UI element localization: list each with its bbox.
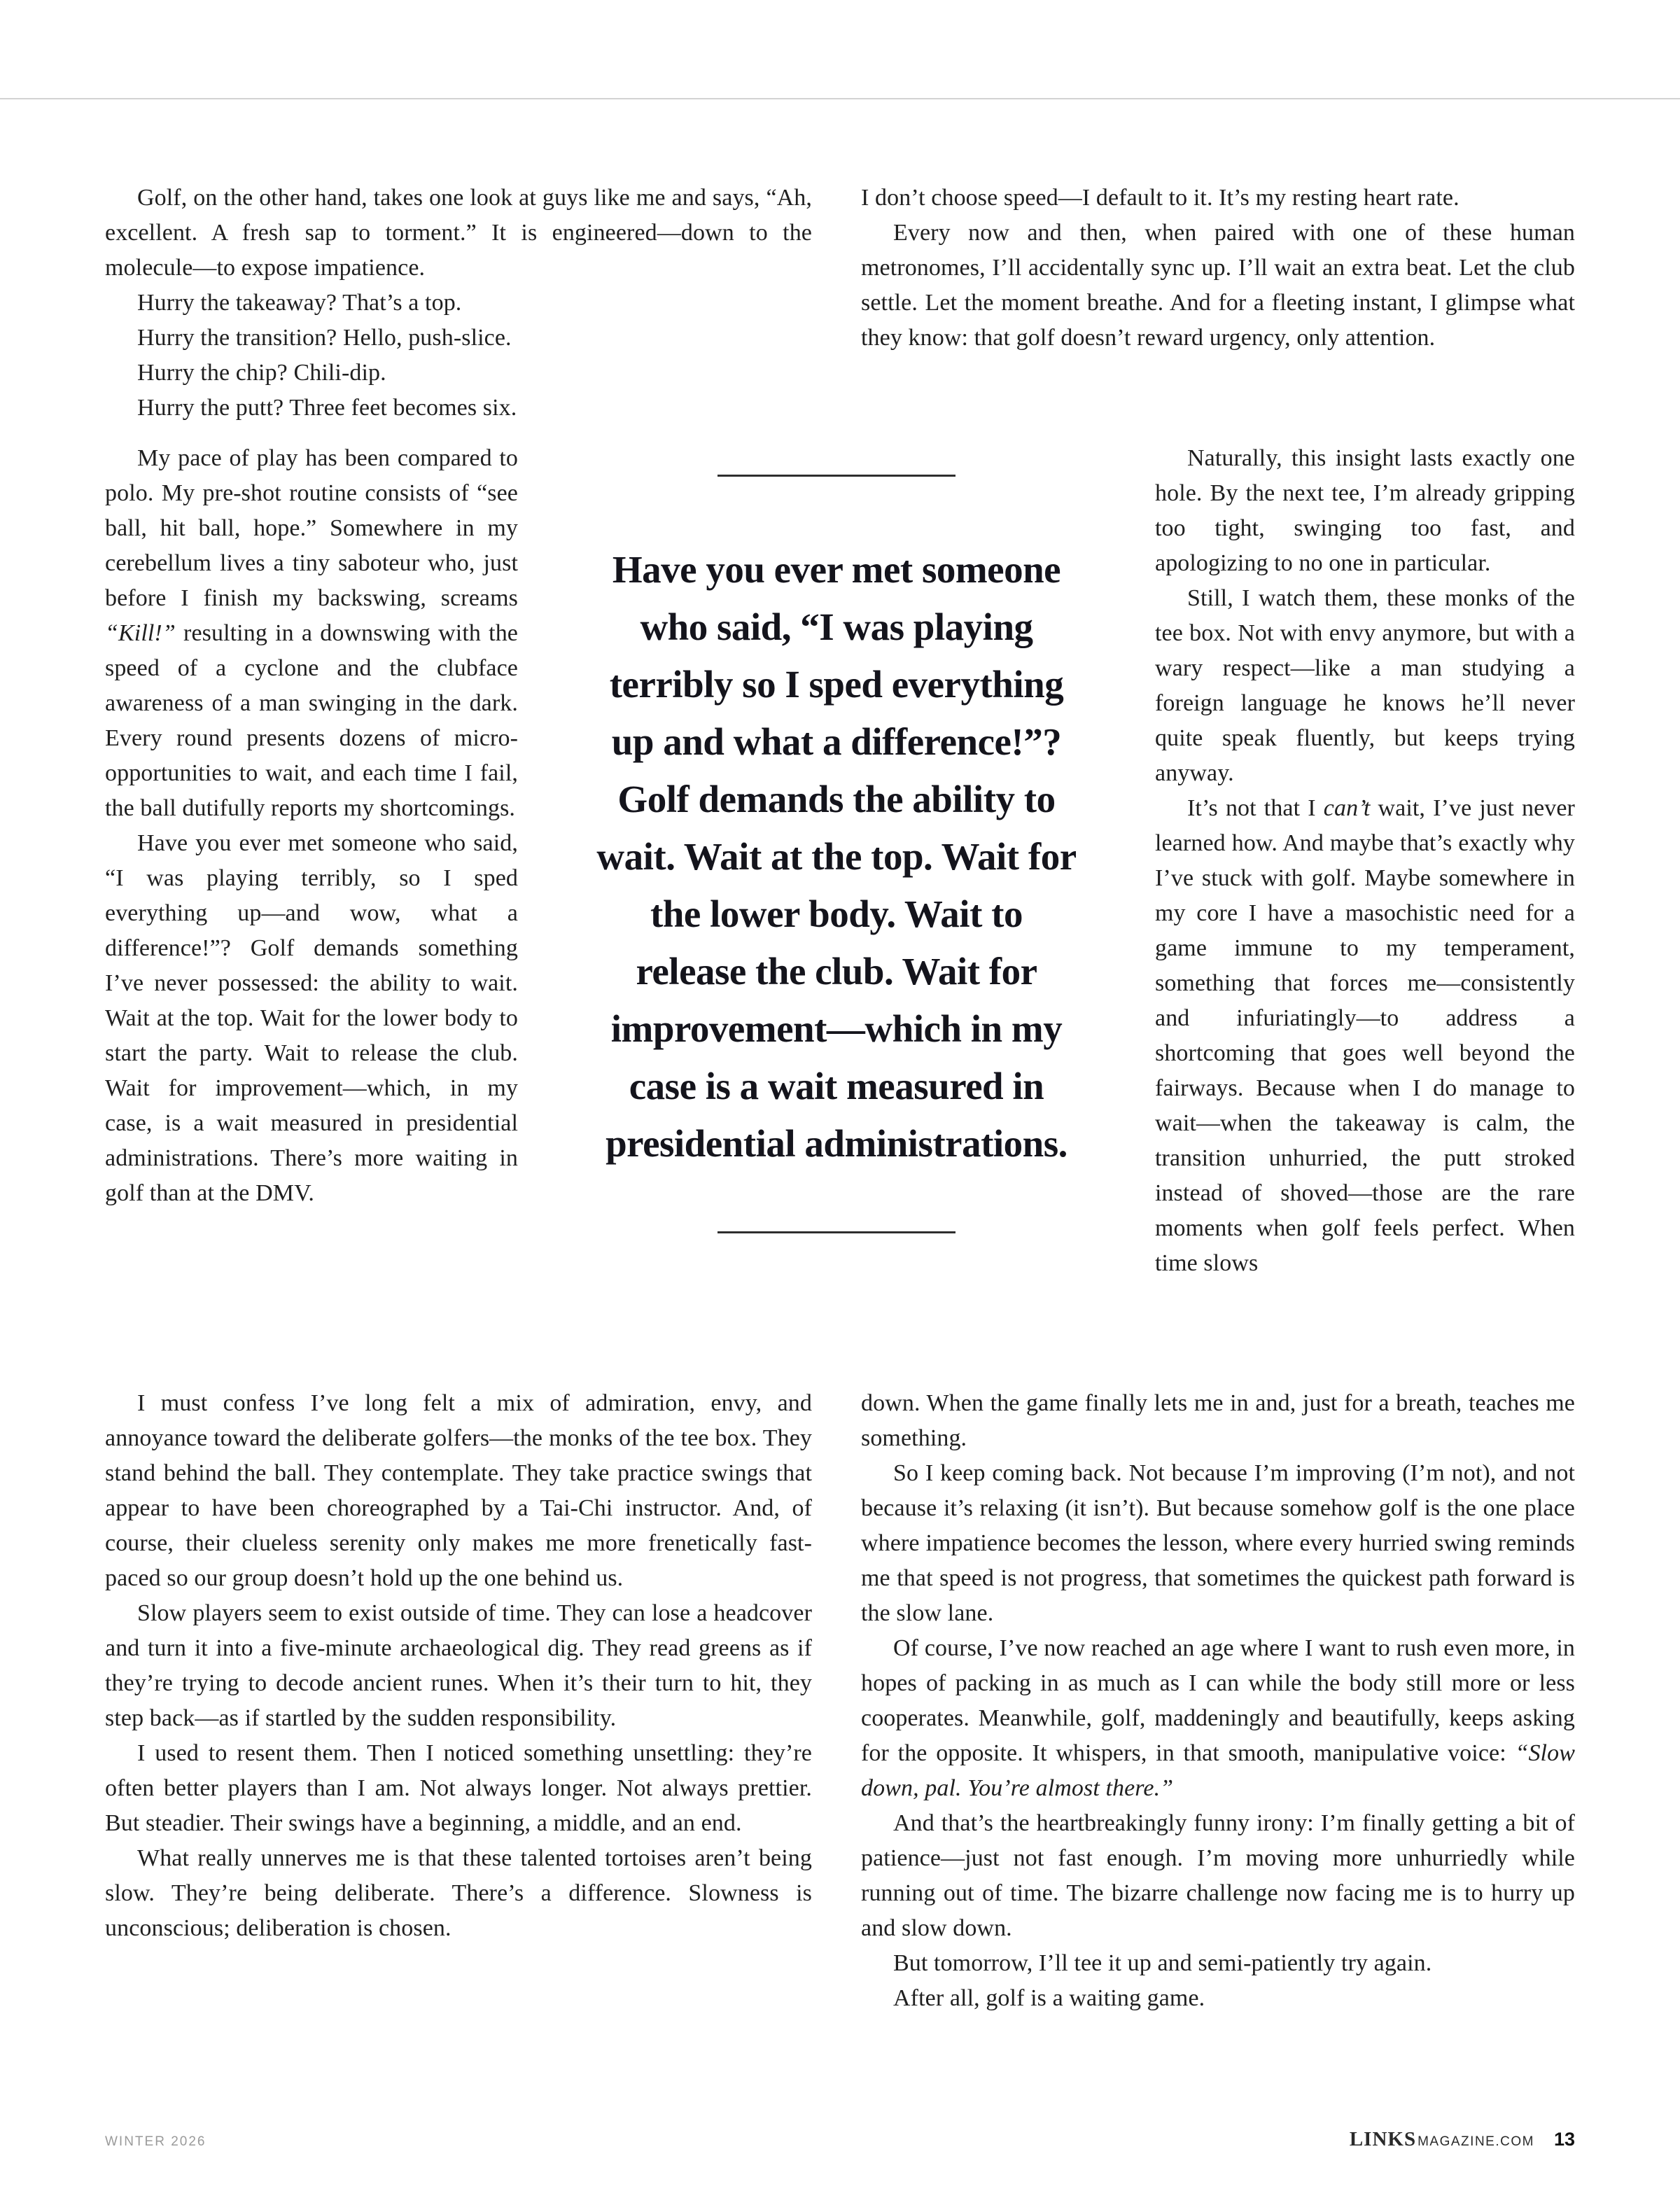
band-bottom: [105, 1386, 1575, 2016]
text-run: But tomorrow, I’ll tee it up and semi-patiently try again.: [893, 1950, 1432, 1976]
text-run: So I keep coming back. Not because I’m improving (I’m not), and not because it’s relaxing (it isn’t). But because somehow golf is the one place where impatience becomes the lesson, where every hurried swing reminds me that speed is not progress, that sometimes the quickest path forward is the slow lane.: [861, 1460, 1575, 1626]
text-run: Still, I watch them, these monks of the tee box. Not with envy anymore, but with a wary respect—like a man studying a foreign language he knows he’ll never quite speak fluently, but keeps trying anyway.: [1155, 585, 1575, 786]
footer-page-number: 13: [1553, 2129, 1575, 2150]
text-run: Golf, on the other hand, takes one look at guys like me and says, “Ah, excellent. A fresh sap to torment.” It is engineered—down to the molecule—to expose impatience.: [105, 185, 812, 281]
text-run: What really unnerves me is that these talented tortoises aren’t being slow. They’re being deliberate. There’s a difference. Slowness is unconscious; deliberation is chosen.: [105, 1845, 812, 1941]
pull-quote-rule-top: [718, 475, 955, 477]
text-run: Hurry the takeaway? That’s a top.: [137, 290, 462, 316]
footer-site-domain: MAGAZINE.COM: [1418, 2134, 1534, 2149]
paragraph: [861, 1386, 1575, 1456]
paragraph: [105, 391, 812, 426]
paragraph: [861, 216, 1575, 356]
paragraph: [105, 321, 812, 356]
paragraph: [105, 1736, 812, 1841]
text-run: It’s not that I: [1187, 795, 1324, 821]
text-run: Hurry the chip? Chili-dip.: [137, 360, 386, 386]
text-run: wait, I’ve just never learned how. And maybe that’s exactly why I’ve stuck with golf. Maybe somewhere in my core I have a masochistic need for a game immune to my temperament, something that forces me—consistently and infuriatingly—to address a shortcoming that goes well beyond the fairways. Because when I do manage to wait—when the takeaway is calm, the transition unhurried, the putt stroked instead of shoved—those are the rare moments when golf feels perfect. When time slows: [1155, 795, 1575, 1276]
pull-quote-block: [595, 475, 1078, 1233]
paragraph: [861, 1806, 1575, 1946]
text-run: My pace of play has been compared to polo. My pre-shot routine consists of “see ball, hit ball, hope.” Somewhere in my cerebellum lives a tiny saboteur who, just before I finish my backswing, screams: [105, 445, 518, 611]
column-left-top: [105, 181, 812, 426]
column-left-middle: [105, 441, 518, 1365]
text-run: Slow players seem to exist outside of time. They can lose a headcover and turn it into a five-minute archaeological dig. They read greens as if they’re trying to decode ancient runes. When it’s their turn to hit, they step back—as if startled by the sudden responsibility.: [105, 1600, 812, 1731]
paragraph: [861, 181, 1575, 216]
footer-magazine-logo: LINKS: [1349, 2128, 1417, 2150]
italic-text-run: “Slow down, pal. You’re almost there.”: [861, 1740, 1575, 1801]
paragraph: [861, 1456, 1575, 1631]
paragraph: [105, 356, 812, 391]
text-run: Naturally, this insight lasts exactly one hole. By the next tee, I’m already gripping too tight, swinging too fast, and apologizing to no one in particular.: [1155, 445, 1575, 576]
paragraph: [105, 1596, 812, 1736]
paragraph: [861, 1631, 1575, 1806]
footer-issue-label: WINTER 2026: [105, 2134, 206, 2149]
paragraph: [105, 1841, 812, 1946]
pull-quote-text: Have you ever met someone who said, “I was playing terribly so I sped everything up and what a difference!”? Golf demands the ability to wait. Wait at the top. Wait for the lower body. Wait to release the club. Wait for improvement—which in my case is a wait measured in presidential administrations.: [596, 548, 1077, 1165]
italic-text-run: “Kill!”: [105, 620, 176, 646]
text-run: Hurry the putt? Three feet becomes six.: [137, 395, 517, 421]
text-run: Of course, I’ve now reached an age where I want to rush even more, in hopes of packing in as much as I can while the body still more or less cooperates. Meanwhile, golf, maddeningly and beautifully, keeps asking for the opposite. It whispers, in that smooth, manipulative voice:: [861, 1635, 1575, 1766]
paragraph: [1155, 581, 1575, 791]
paragraph: [1155, 791, 1575, 1281]
band-middle: [105, 441, 1575, 1365]
text-run: Every now and then, when paired with one of these human metronomes, I’ll accidentally sync up. I’ll wait an extra beat. Let the club settle. Let the moment breathe. And for a fleeting instant, I glimpse what they know: that golf doesn’t reward urgency, only attention.: [861, 220, 1575, 351]
text-run: down. When the game finally lets me in and, just for a breath, teaches me something.: [861, 1390, 1575, 1451]
italic-text-run: can’t: [1323, 795, 1371, 821]
text-run: I must confess I’ve long felt a mix of admiration, envy, and annoyance toward the deliberate golfers—the monks of the tee box. They stand behind the ball. They contemplate. They take practice swings that appear to have been choreographed by a Tai-Chi instructor. And, of course, their clueless serenity only makes me more frenetically fast-paced so our group doesn’t hold up the one behind us.: [105, 1390, 812, 1591]
column-right-middle: [1155, 441, 1575, 1365]
footer-site: [1350, 2128, 1575, 2151]
column-left-bottom: [105, 1386, 812, 2016]
page-footer: [105, 2128, 1575, 2151]
top-divider-rule: [0, 98, 1680, 99]
article-content: [105, 181, 1575, 2016]
paragraph: [105, 441, 518, 826]
paragraph: [105, 181, 812, 286]
text-run: And that’s the heartbreakingly funny irony: I’m finally getting a bit of patience—just not fast enough. I’m moving more unhurriedly while running out of time. The bizarre challenge now facing me is to hurry up and slow down.: [861, 1810, 1575, 1941]
text-run: resulting in a downswing with the speed of a cyclone and the clubface awareness of a man swinging in the dark. Every round presents dozens of micro-opportunities to wait, and each time I fail, the ball dutifully reports my shortcomings.: [105, 620, 518, 821]
column-right-bottom: [861, 1386, 1575, 2016]
column-right-top: [861, 181, 1575, 426]
paragraph: [861, 1946, 1575, 1981]
paragraph: [1155, 441, 1575, 581]
pull-quote-cell: [518, 441, 1155, 1365]
paragraph: [861, 1981, 1575, 2016]
paragraph: [105, 286, 812, 321]
paragraph: [105, 826, 518, 1211]
pull-quote-rule-bottom: [718, 1231, 955, 1233]
text-run: I don’t choose speed—I default to it. It’s my resting heart rate.: [861, 185, 1460, 211]
text-run: Hurry the transition? Hello, push-slice.: [137, 325, 512, 351]
text-run: After all, golf is a waiting game.: [893, 1985, 1205, 2011]
paragraph: [105, 1386, 812, 1596]
text-run: Have you ever met someone who said, “I was playing terribly, so I sped everything up—and wow, what a difference!”? Golf demands something I’ve never possessed: the ability to wait. Wait at the top. Wait for the lower body to start the party. Wait to release the club. Wait for improvement—which, in my case, is a wait measured in presidential administrations. There’s more waiting in golf than at the DMV.: [105, 830, 518, 1206]
band-top: [105, 181, 1575, 426]
text-run: I used to resent them. Then I noticed something unsettling: they’re often better players than I am. Not always longer. Not always prettier. But steadier. Their swings have a beginning, a middle, and an end.: [105, 1740, 812, 1836]
